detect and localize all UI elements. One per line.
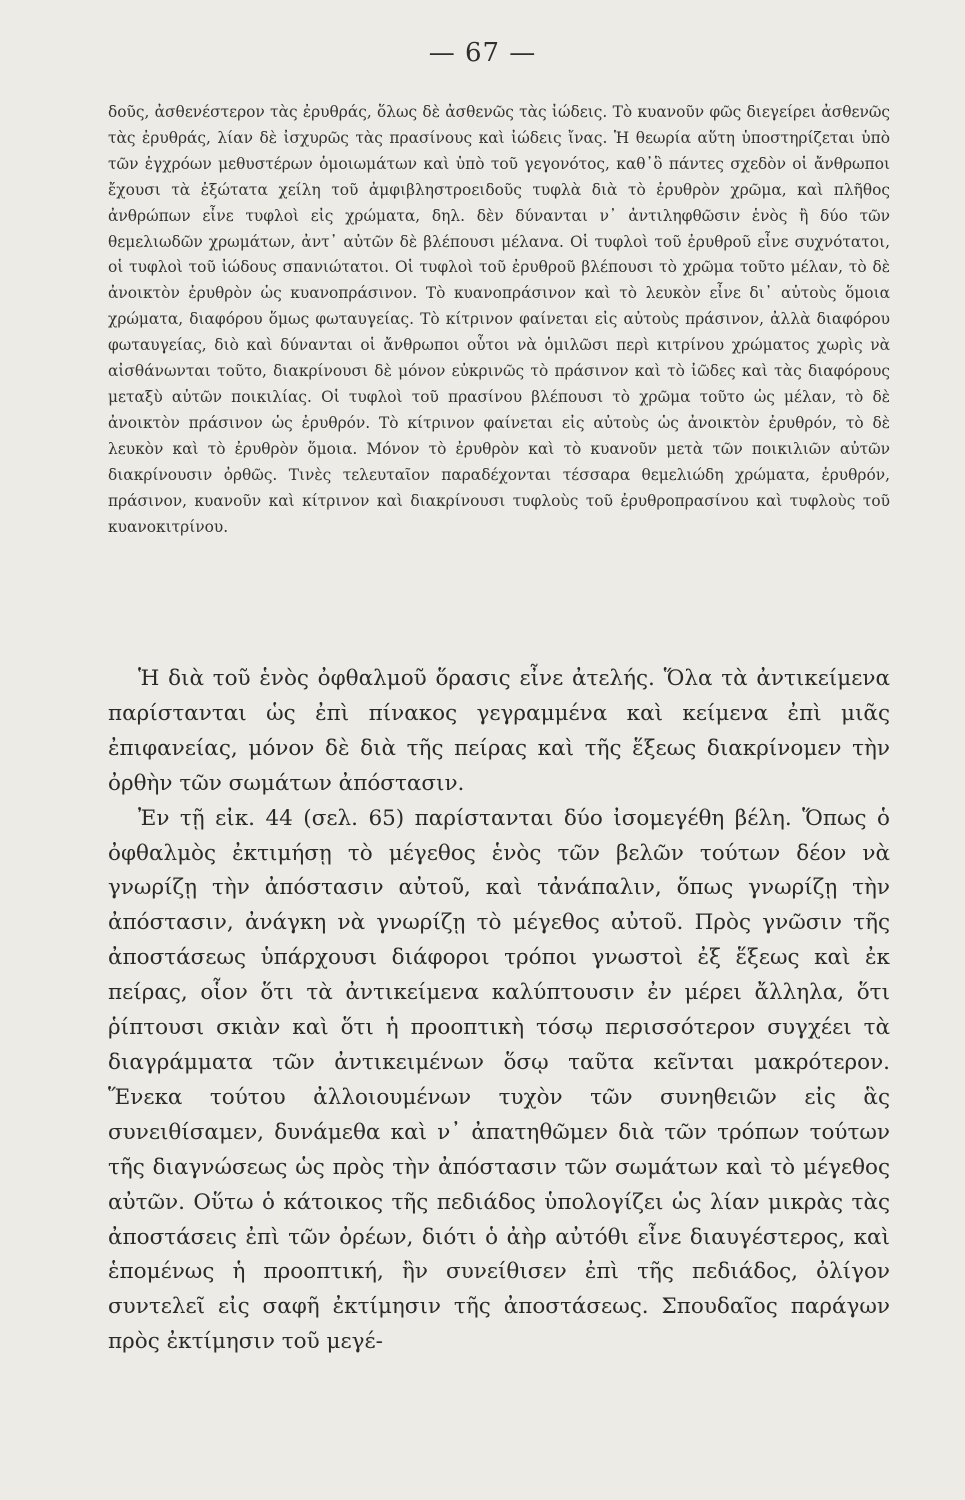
body-paragraph-2: Ἐν τῇ εἰκ. 44 (σελ. 65) παρίστανται δύο ἰσομεγέθη βέλη. Ὅπως ὁ ὀφθαλμὸς ἐκτιμήσῃ τὸ μέγεθος ἑνὸς τῶν βελῶν τούτων δέον νὰ γνωρίζῃ τὴν ἀπόστασιν αὐτοῦ, καὶ τἀνάπαλιν, ὅπως γνωρίζῃ τὴν ἀπόστασιν, ἀνάγκη νὰ γνωρίζῃ τὸ μέγεθος αὐτοῦ. Πρὸς γνῶσιν τῆς ἀποστάσεως ὑπάρχουσι διάφοροι τρόποι γνωστοὶ ἐξ ἕξεως καὶ ἐκ πείρας, οἷον ὅτι τὰ ἀντικείμενα καλύπτουσιν ἐν μέρει ἄλληλα, ὅτι ῥίπτουσι σκιὰν καὶ ὅτι ἡ προοπτικὴ τόσῳ περισσότερον συγχέει τὰ διαγράμματα τῶν ἀντικειμένων ὅσῳ ταῦτα κεῖνται μακρότερον. Ἕνεκα τούτου ἀλλοιουμένων τυχὸν τῶν συνηθειῶν εἰς ἃς συνειθίσαμεν, δυνάμεθα καὶ ν᾽ ἀπατηθῶμεν διὰ τῶν τρόπων τούτων τῆς διαγνώσεως ὡς πρὸς τὴν ἀπόστασιν τῶν σωμάτων καὶ τὸ μέγεθος αὐτῶν. Οὕτω ὁ κάτοικος τῆς πεδιάδος ὑπολογίζει ὡς λίαν μικρὰς τὰς ἀποστάσεις ἐπὶ τῶν ὀρέων, διότι ὁ ἀὴρ αὐτόθι εἶνε διαυγέστερος, καὶ ἑπομένως ἡ προοπτική, ἣν συνείθισεν ἐπὶ τῆς πεδιάδος, ὀλίγον συντελεῖ εἰς σαφῆ ἐκτίμησιν τῆς ἀποστάσεως. Σπουδαῖος παράγων πρὸς ἐκτίμησιν τοῦ μεγέ-	[108, 805, 890, 1355]
body-paragraph-1: Ἡ διὰ τοῦ ἑνὸς ὀφθαλμοῦ ὅρασις εἶνε ἀτελής. Ὅλα τὰ ἀντικείμενα παρίστανται ὡς ἐπὶ πίνακος γεγραμμένα καὶ κείμενα ἐπὶ μιᾶς ἐπιφανείας, μόνον δὲ διὰ τῆς πείρας καὶ τῆς ἕξεως διακρίνομεν τὴν ὀρθὴν τῶν σωμάτων ἀπόστασιν.	[108, 666, 890, 796]
large-print-block	[108, 662, 890, 1360]
page-number: — 67 —	[428, 38, 537, 68]
small-print-block	[108, 100, 890, 540]
small-print-paragraph: δοῦς, ἀσθενέστερον τὰς ἐρυθράς, ὅλως δὲ ἀσθενῶς τὰς ἰώδεις. Τὸ κυανοῦν φῶς διεγείρει ἀσθενῶς τὰς ἐρυθράς, λίαν δὲ ἰσχυρῶς τὰς πρασίνους καὶ ἰώδεις ἴνας. Ἡ θεωρία αὕτη ὑποστηρίζεται ὑπὸ τῶν ἐγχρόων μεθυστέρων ὁμοιωμάτων καὶ ὑπὸ τοῦ γεγονότος, καθ᾽ὃ πάντες σχεδὸν οἱ ἄνθρωποι ἔχουσι τὰ ἐξώτατα χείλη τοῦ ἀμφιβληστροειδοῦς τυφλὰ διὰ τὸ ἐρυθρὸν χρῶμα, καὶ πλῆθος ἀνθρώπων εἶνε τυφλοὶ εἰς χρώματα, δηλ. δὲν δύνανται ν᾽ ἀντιληφθῶσιν ἑνὸς ἢ δύο τῶν θεμελιωδῶν χρωμάτων, ἀντ᾽ αὐτῶν δὲ βλέπουσι μέλανα. Οἱ τυφλοὶ τοῦ ἐρυθροῦ εἶνε συχνότατοι, οἱ τυφλοὶ τοῦ ἰώδους σπανιώτατοι. Οἱ τυφλοὶ τοῦ ἐρυθροῦ βλέπουσι τὸ χρῶμα τοῦτο μέλαν, τὸ δὲ ἀνοικτὸν ἐρυθρὸν ὡς κυανοπράσινον. Τὸ κυανοπράσινον καὶ τὸ λευκὸν εἶνε δι᾽ αὐτοὺς ὅμοια χρώματα, διαφόρου ὅμως φωταυγείας. Τὸ κίτρινον φαίνεται εἰς αὐτοὺς πράσινον, ἀλλὰ διαφόρου φωταυγείας, διὸ καὶ δύνανται οἱ ἄνθρωποι οὗτοι νὰ ὁμιλῶσι περὶ κιτρίνου χρώματος χωρὶς νὰ αἰσθάνωνται τοῦτο, διακρίνουσι δὲ μόνον εὐκρινῶς τὸ πράσινον καὶ τὸ ἰῶδες καὶ τὰς διαφόρους μεταξὺ αὐτῶν ποικιλίας. Οἱ τυφλοὶ τοῦ πρασίνου βλέπουσι τὸ χρῶμα τοῦτο ὡς μέλαν, τὸ δὲ ἀνοικτὸν πράσινον ὡς ἐρυθρόν. Τὸ κίτρινον φαίνεται εἰς αὐτοὺς ὡς ἀνοικτὸν ἐρυθρόν, τὸ δὲ λευκὸν καὶ τὸ ἐρυθρὸν ὅμοια. Μόνον τὸ ἐρυθρὸν καὶ τὸ κυανοῦν μετὰ τῶν ποικιλιῶν αὐτῶν διακρίνουσιν ὀρθῶς. Τινὲς τελευταῖον παραδέχονται τέσσαρα θεμελιώδη χρώματα, ἐρυθρόν, πράσινον, κυανοῦν καὶ κίτρινον καὶ διακρίνουσι τυφλοὺς τοῦ ἐρυθροπρασίνου καὶ τυφλοὺς τοῦ κυανοκιτρίνου.	[108, 103, 890, 536]
